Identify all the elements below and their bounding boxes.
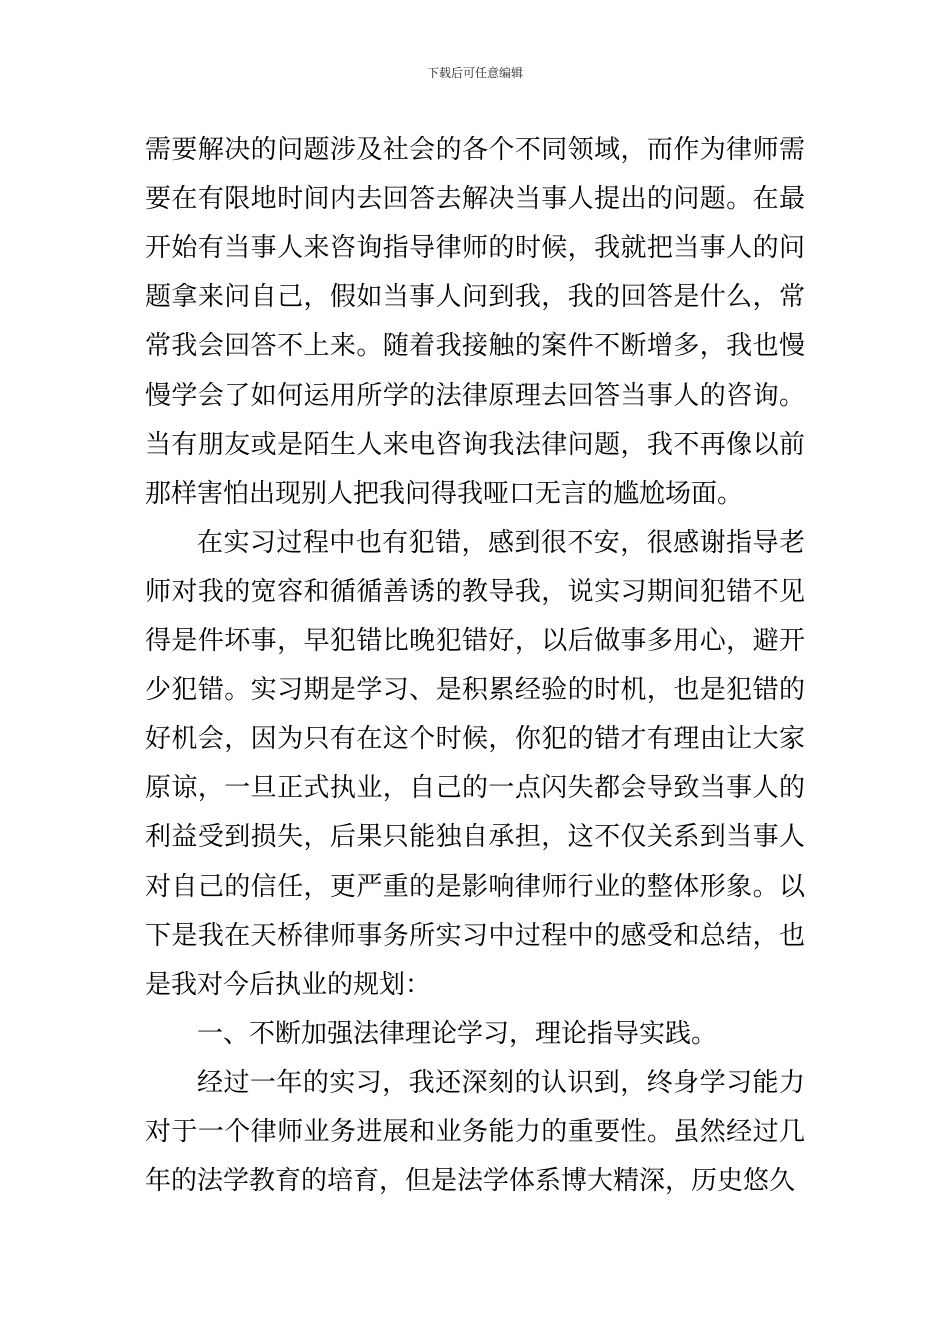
text-line (0, 474, 950, 514)
text-line (0, 867, 950, 907)
text-line (0, 916, 950, 956)
text-line-content: 好机会，因为只有在这个时候，你犯的错才有理由让大家 (145, 724, 806, 755)
text-line-content: 经过一年的实习，我还深刻的认识到，终身学习能力 (197, 1067, 806, 1098)
text-line (0, 1063, 950, 1103)
text-line (0, 376, 950, 416)
text-line-content: 需要解决的问题涉及社会的各个不同领域，而作为律师需 (145, 135, 806, 165)
text-line (0, 179, 950, 219)
text-line-content: 对自己的信任，更严重的是影响律师行业的整体形象。以 (145, 871, 806, 902)
text-line-content: 要在有限地时间内去回答去解决当事人提出的问题。在最 (145, 184, 806, 215)
text-line-content: 当有朋友或是陌生人来电咨询我法律问题，我不再像以前 (145, 429, 806, 460)
text-line-content: 年的法学教育的培育，但是法学体系博大精深，历史悠久 (145, 1166, 796, 1197)
text-line-content: 原谅，一旦正式执业，自己的一点闪失都会导致当事人的 (145, 773, 806, 804)
text-line-content: 常我会回答不上来。随着我接触的案件不断增多，我也慢 (145, 331, 806, 362)
text-line (0, 1161, 950, 1201)
text-line (0, 228, 950, 268)
text-line (0, 523, 950, 563)
text-line-content: 得是件坏事，早犯错比晚犯错好，以后做事多用心，避开 (145, 626, 806, 656)
text-line (0, 326, 950, 366)
text-line-content: 那样害怕出现别人把我问得我哑口无言的尴尬场面。 (145, 478, 744, 509)
text-line (0, 719, 950, 759)
page-header: 下载后可任意编辑 (426, 66, 523, 80)
text-line-content: 下是我在天桥律师事务所实习中过程中的感受和总结，也 (145, 920, 806, 951)
text-line-content: 对于一个律师业务进展和业务能力的重要性。虽然经过几 (145, 1117, 806, 1147)
text-line-content: 一、不断加强法律理论学习，理论指导实践。 (197, 1018, 718, 1049)
text-line-content: 开始有当事人来咨询指导律师的时候，我就把当事人的问 (145, 233, 806, 264)
text-line (0, 621, 950, 661)
text-line-content: 师对我的宽容和循循善诱的教导我，说实习期间犯错不见 (145, 576, 806, 607)
text-line (0, 572, 950, 612)
text-line-content: 是我对今后执业的规划： (145, 969, 432, 1000)
text-line (0, 670, 950, 710)
text-line (0, 130, 950, 170)
text-line-content: 利益受到损失，后果只能独自承担，这不仅关系到当事人 (145, 822, 806, 853)
text-line (0, 1014, 950, 1054)
text-line-content: 少犯错。实习期是学习、是积累经验的时机，也是犯错的 (145, 675, 806, 706)
text-line-content: 题拿来问自己，假如当事人问到我，我的回答是什么，常 (145, 282, 806, 313)
text-line (0, 1112, 950, 1152)
text-line (0, 817, 950, 857)
text-line (0, 768, 950, 808)
text-line (0, 277, 950, 317)
text-line (0, 965, 950, 1005)
text-line-content: 慢学会了如何运用所学的法律原理去回答当事人的咨询。 (145, 380, 806, 411)
text-line-content: 在实习过程中也有犯错，感到很不安，很感谢指导老 (197, 527, 806, 558)
text-line (0, 425, 950, 465)
